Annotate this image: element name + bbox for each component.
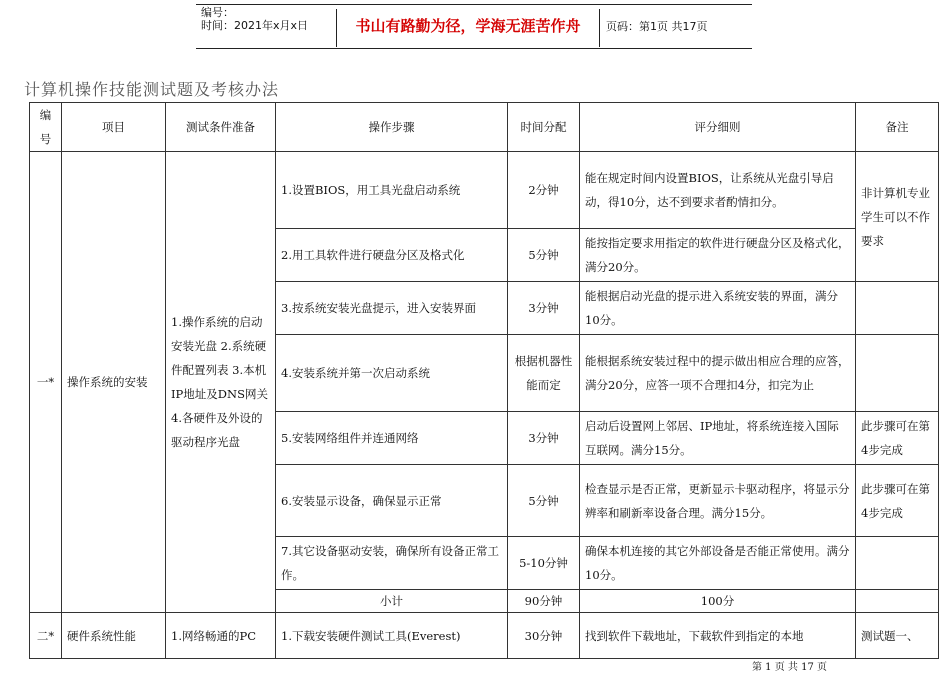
subtotal-score: 100分 — [580, 590, 856, 613]
criteria-cell: 检查显示是否正常，更新显示卡驱动程序，将显示分辨率和刷新率设备合理。满分15分。 — [580, 465, 856, 537]
header-motto: 书山有路勤为径，学海无涯苦作舟 — [355, 17, 581, 35]
criteria-cell: 能根据系统安装过程中的提示做出相应合理的应答，满分20分，应答一项不合理扣4分，扣完为止 — [580, 335, 856, 412]
criteria-cell: 启动后设置网上邻居、IP地址，将系统连接入国际互联网。满分15分。 — [580, 412, 856, 465]
step-cell: 1.设置BIOS，用工具光盘启动系统 — [276, 152, 508, 229]
section-conditions: 1.网络畅通的PC — [166, 613, 276, 659]
time-cell: 2分钟 — [508, 152, 580, 229]
time-cell: 3分钟 — [508, 412, 580, 465]
time-cell: 5分钟 — [508, 229, 580, 282]
subtotal-note — [856, 590, 939, 613]
criteria-cell: 能根据启动光盘的提示进入系统安装的界面，满分10分。 — [580, 282, 856, 335]
time-cell: 30分钟 — [508, 613, 580, 659]
note-cell: 此步骤可在第4步完成 — [856, 465, 939, 537]
header-notes: 备注 — [856, 103, 939, 152]
number-label: 编号： — [201, 6, 234, 19]
section-project: 操作系统的安装 — [62, 152, 166, 613]
header-steps: 操作步骤 — [276, 103, 508, 152]
header-time: 时间分配 — [508, 103, 580, 152]
criteria-cell: 确保本机连接的其它外部设备是否能正常使用。满分10分。 — [580, 537, 856, 590]
note-cell — [856, 537, 939, 590]
section-project: 硬件系统性能 — [62, 613, 166, 659]
step-cell: 6.安装显示设备，确保显示正常 — [276, 465, 508, 537]
time-cell: 5分钟 — [508, 465, 580, 537]
header-number: 编号 — [30, 103, 62, 152]
header-divider — [599, 9, 600, 47]
page-footer: 第 1 页 共 17 页 — [752, 662, 827, 673]
header-criteria: 评分细则 — [580, 103, 856, 152]
header-page-label: 页码：第1页 共17页 — [606, 20, 708, 33]
note-cell: 非计算机专业学生可以不作要求 — [856, 152, 939, 282]
note-cell — [856, 282, 939, 335]
time-cell: 5-10分钟 — [508, 537, 580, 590]
page-header — [196, 4, 752, 49]
section-conditions: 1.操作系统的启动安装光盘 2.系统硬件配置列表 3.本机IP地址及DNS网关 4.各硬件及外设的驱动程序光盘 — [166, 152, 276, 613]
time-cell: 3分钟 — [508, 282, 580, 335]
table-row — [30, 613, 939, 659]
header-project: 项目 — [62, 103, 166, 152]
header-left — [201, 6, 308, 32]
note-cell: 测试题一、 — [856, 613, 939, 659]
step-cell: 4.安装系统并第一次启动系统 — [276, 335, 508, 412]
step-cell: 1.下载安装硬件测试工具(Everest) — [276, 613, 508, 659]
step-cell: 3.按系统安装光盘提示，进入安装界面 — [276, 282, 508, 335]
note-cell: 此步骤可在第4步完成 — [856, 412, 939, 465]
step-cell: 2.用工具软件进行硬盘分区及格式化 — [276, 229, 508, 282]
header-conditions: 测试条件准备 — [166, 103, 276, 152]
subtotal-label: 小计 — [276, 590, 508, 613]
criteria-cell: 找到软件下载地址，下载软件到指定的本地 — [580, 613, 856, 659]
section-number: 一* — [30, 152, 62, 613]
subtotal-time: 90分钟 — [508, 590, 580, 613]
step-cell: 7.其它设备驱动安装，确保所有设备正常工作。 — [276, 537, 508, 590]
note-cell — [856, 335, 939, 412]
time-cell: 根据机器性能而定 — [508, 335, 580, 412]
time-label: 时间：2021年x月x日 — [201, 19, 309, 32]
criteria-cell: 能按指定要求用指定的软件进行硬盘分区及格式化，满分20分。 — [580, 229, 856, 282]
criteria-cell: 能在规定时间内设置BIOS，让系统从光盘引导启动，得10分，达不到要求者酌情扣分。 — [580, 152, 856, 229]
section-number: 二* — [30, 613, 62, 659]
table-header-row — [30, 103, 939, 152]
step-cell: 5.安装网络组件并连通网络 — [276, 412, 508, 465]
table-row — [30, 152, 939, 229]
document-title: 计算机操作技能测试题及考核办法 — [24, 80, 280, 99]
test-table — [29, 102, 939, 659]
